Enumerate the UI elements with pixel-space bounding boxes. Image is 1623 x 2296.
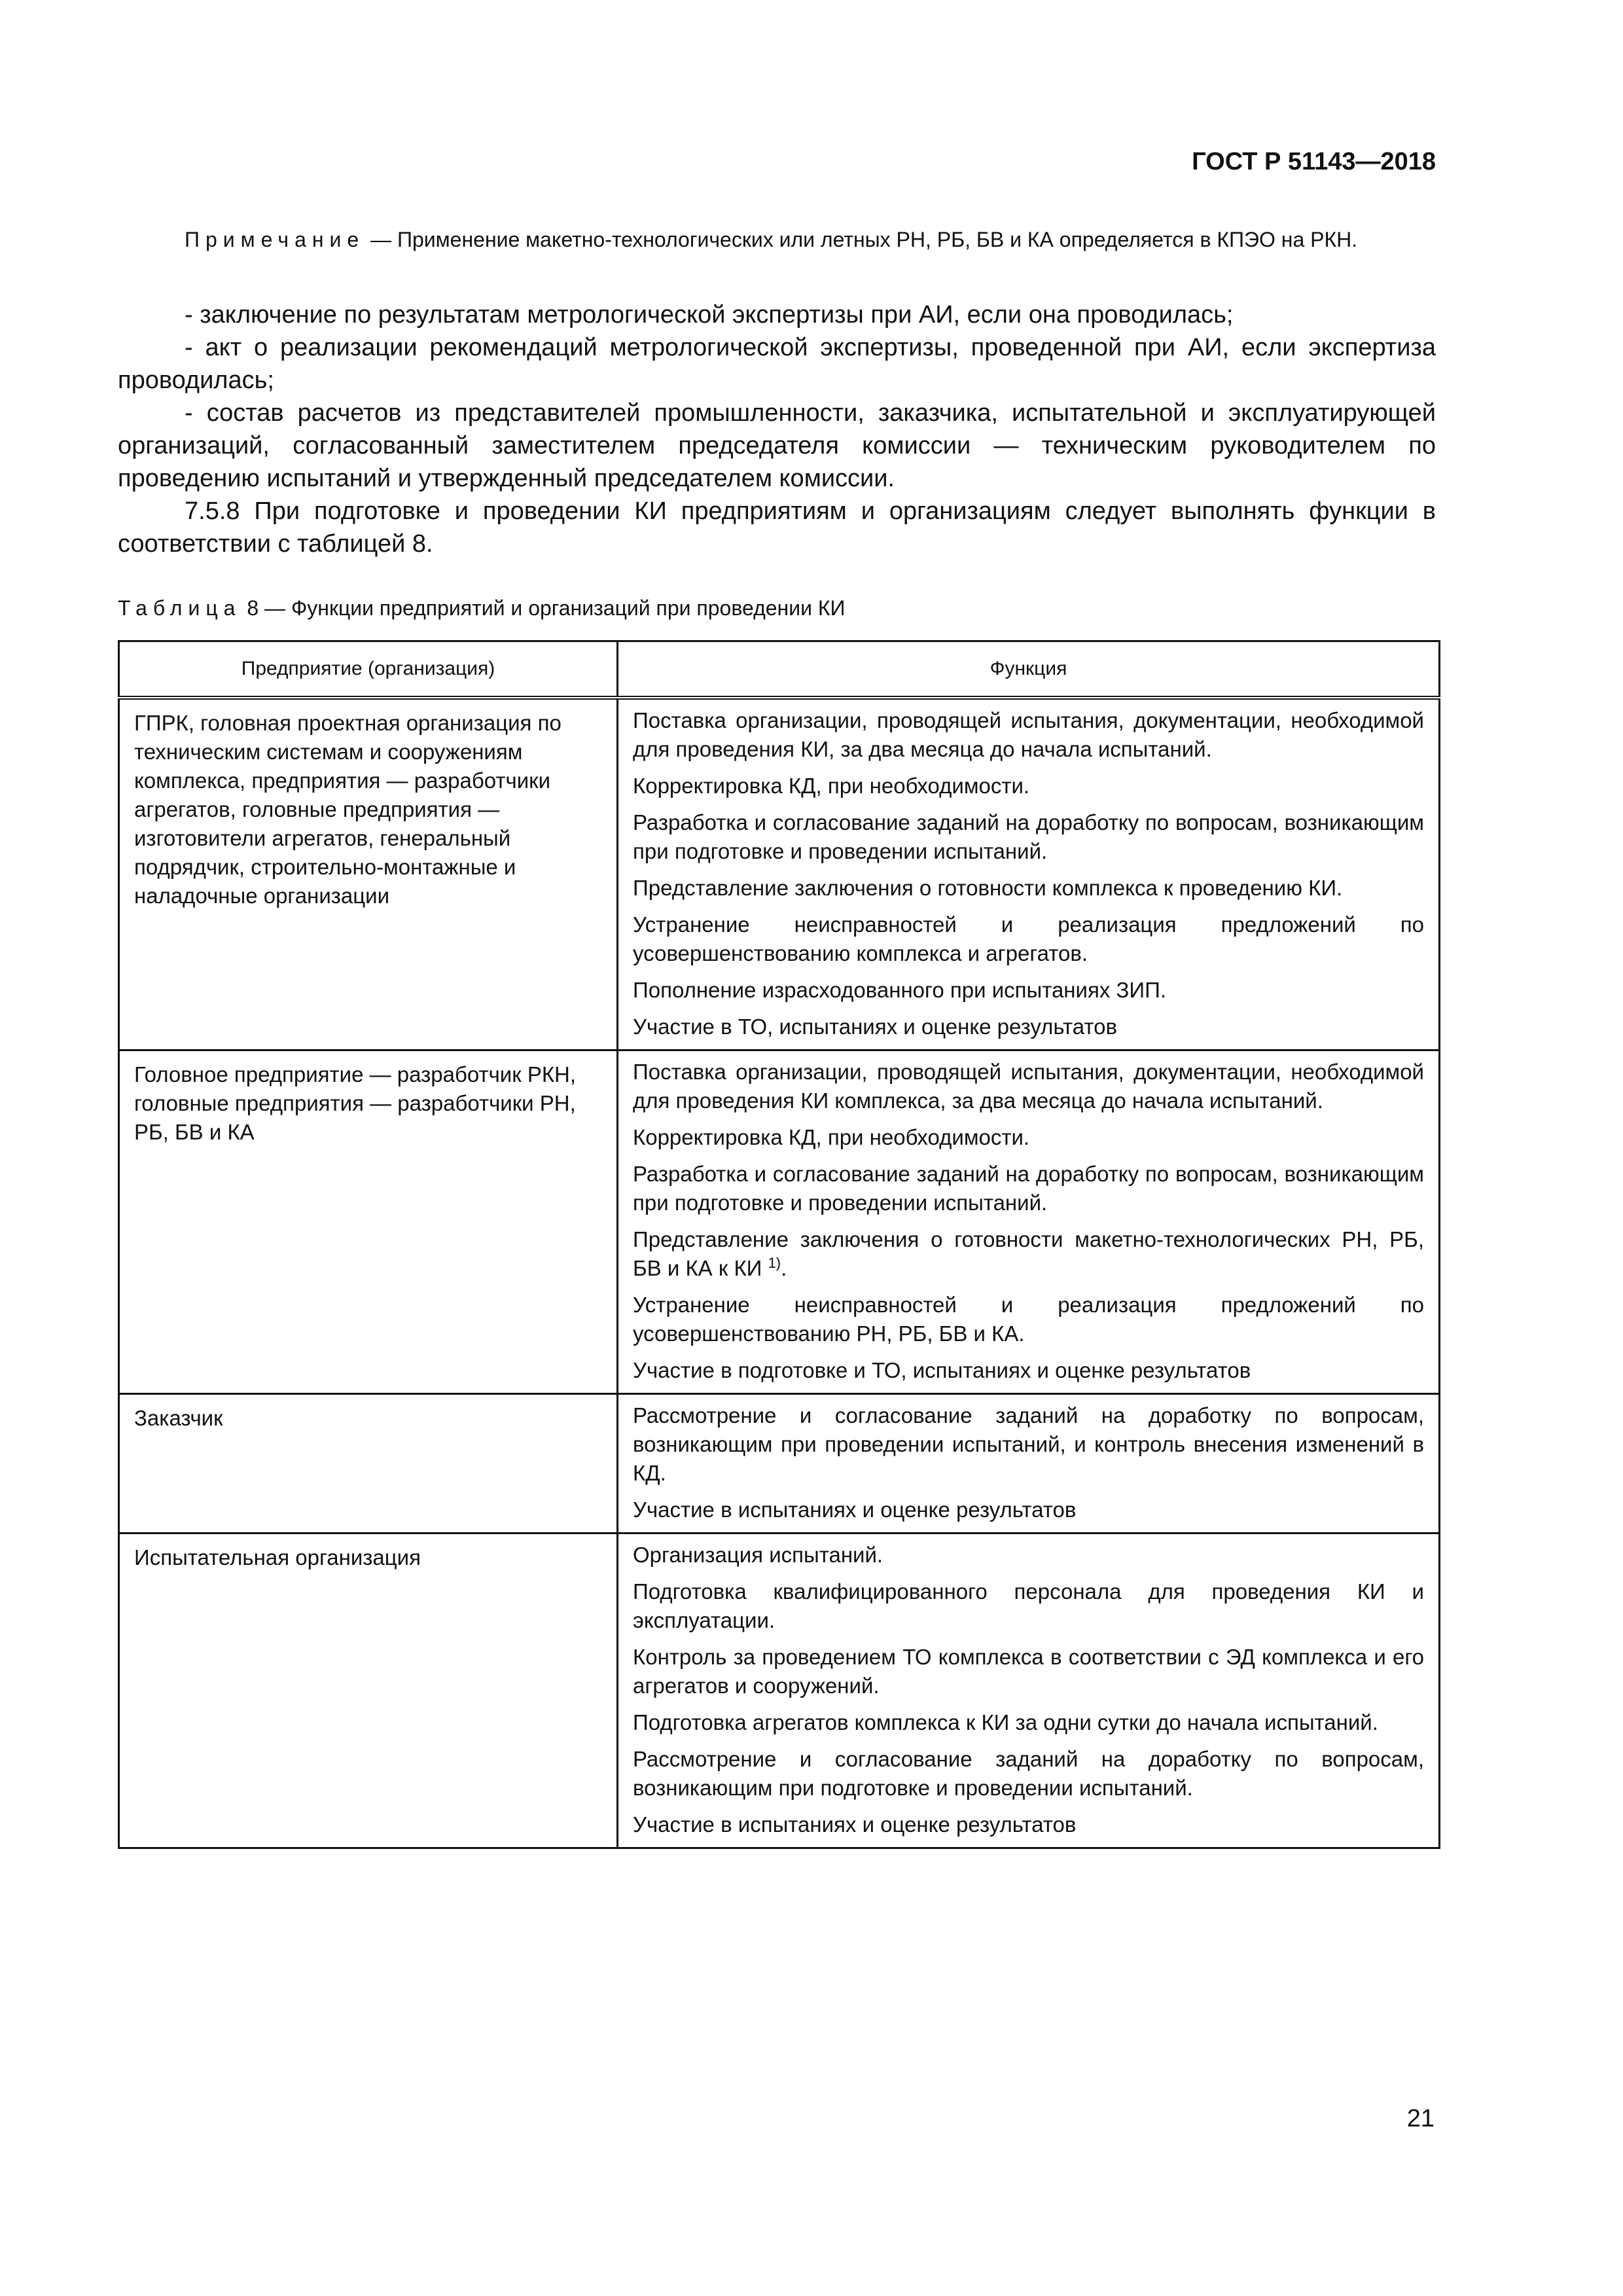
organization-cell: ГПРК, головная проектная организация по техническим системам и сооружениям комплекса, предприятия — разработчики агрегатов, головные предприятия — изготовители агрегатов, генеральный подрядчик, строительно-монтажные и наладочные организации — [119, 698, 618, 1050]
function-item: Участие в подготовке и ТО, испытаниях и оценке результатов — [633, 1358, 1251, 1382]
footnote-period: . — [781, 1256, 787, 1280]
function-item: Поставка организации, проводящей испытания, документации, необходимой для проведения КИ, за два месяца до начала испытаний. — [633, 708, 1424, 761]
table-header-row — [119, 641, 1440, 698]
paragraph-clause-7-5-8: 7.5.8 При подготовке и проведении КИ предприятиям и организациям следует выполнять функции в соответствии с таблицей 8. — [118, 497, 1436, 558]
function-item: Поставка организации, проводящей испытания, документации, необходимой для проведения КИ комплекса, за два месяца до начала испытаний. — [633, 1060, 1424, 1113]
column-header-function: Функция — [618, 641, 1440, 698]
function-item: Корректировка КД, при необходимости. — [633, 1125, 1030, 1149]
function-item: Представление заключения о готовности комплекса к проведению КИ. — [633, 876, 1343, 900]
function-item: Участие в испытаниях и оценке результатов — [633, 1812, 1077, 1837]
function-item-text: Представление заключения о готовности макетно-технологических РН, РБ, БВ и КА к КИ — [633, 1227, 1424, 1280]
paragraph-metrology-conclusion: - заключение по результатам метрологической экспертизы при АИ, если она проводилась; — [185, 301, 1234, 329]
function-item: Устранение неисправностей и реализация предложений по усовершенствованию комплекса и агрегатов. — [633, 912, 1424, 965]
table-row — [119, 698, 1440, 1050]
paragraph-crew-composition: - состав расчетов из представителей промышленности, заказчика, испытательной и эксплуатирующей организаций, согласованный заместителем председателя комиссии — техническим руководителем по проведению испытаний и утвержденный председателем комиссии. — [118, 399, 1436, 492]
functions-cell — [618, 1050, 1440, 1394]
function-item — [633, 1225, 1424, 1283]
functions-cell — [618, 1394, 1440, 1534]
function-item: Подготовка квалифицированного персонала для проведения КИ и эксплуатации. — [633, 1579, 1424, 1632]
table-caption — [118, 596, 846, 620]
note-text: — Применение макетно-технологических или летных РН, РБ, БВ и КА определяется в КПЭО на РКН. — [365, 228, 1358, 251]
note-label: Примечание — [185, 228, 365, 251]
organization-cell: Испытательная организация — [119, 1534, 618, 1848]
function-item: Участие в ТО, испытаниях и оценке результатов — [633, 1014, 1118, 1039]
functions-table — [118, 640, 1440, 1849]
function-item: Организация испытаний. — [633, 1543, 883, 1567]
function-item: Пополнение израсходованного при испытаниях ЗИП. — [633, 978, 1167, 1002]
organization-cell: Головное предприятие — разработчик РКН, головные предприятия — разработчики РН, РБ, БВ и КА — [119, 1050, 618, 1394]
document-designation: ГОСТ Р 51143—2018 — [1192, 148, 1436, 175]
function-item: Подготовка агрегатов комплекса к КИ за одни сутки до начала испытаний. — [633, 1710, 1378, 1734]
table-row — [119, 1394, 1440, 1534]
table-caption-text: 8 — Функции предприятий и организаций при проведении КИ — [241, 596, 846, 620]
column-header-organization: Предприятие (организация) — [119, 641, 618, 698]
body-text — [118, 298, 1436, 560]
functions-cell — [618, 1534, 1440, 1848]
function-item: Рассмотрение и согласование заданий на доработку по вопросам, возникающим при подготовке и проведении испытаний. — [633, 1747, 1424, 1800]
function-item: Контроль за проведением ТО комплекса в соответствии с ЭД комплекса и его агрегатов и сооружений. — [633, 1645, 1424, 1698]
table-caption-label: Таблица — [118, 596, 241, 620]
functions-cell — [618, 698, 1440, 1050]
function-item: Рассмотрение и согласование заданий на доработку по вопросам, возникающим при проведении испытаний, и контроль внесения изменений в КД. — [633, 1403, 1424, 1485]
function-item: Корректировка КД, при необходимости. — [633, 774, 1030, 798]
note — [118, 224, 1436, 255]
function-item: Разработка и согласование заданий на доработку по вопросам, возникающим при подготовке и проведении испытаний. — [633, 1162, 1424, 1215]
table-row — [119, 1050, 1440, 1394]
paragraph-metrology-act: - акт о реализации рекомендаций метрологической экспертизы, проведенной при АИ, если экспертиза проводилась; — [118, 334, 1436, 394]
organization-cell: Заказчик — [119, 1394, 618, 1534]
function-item: Устранение неисправностей и реализация предложений по усовершенствованию РН, РБ, БВ и КА. — [633, 1293, 1424, 1346]
function-item: Разработка и согласование заданий на доработку по вопросам, возникающим при подготовке и проведении испытаний. — [633, 810, 1424, 863]
function-item: Участие в испытаниях и оценке результатов — [633, 1498, 1077, 1522]
page-number: 21 — [1406, 2105, 1435, 2132]
footnote-reference: 1) — [768, 1255, 781, 1271]
table-row — [119, 1534, 1440, 1848]
